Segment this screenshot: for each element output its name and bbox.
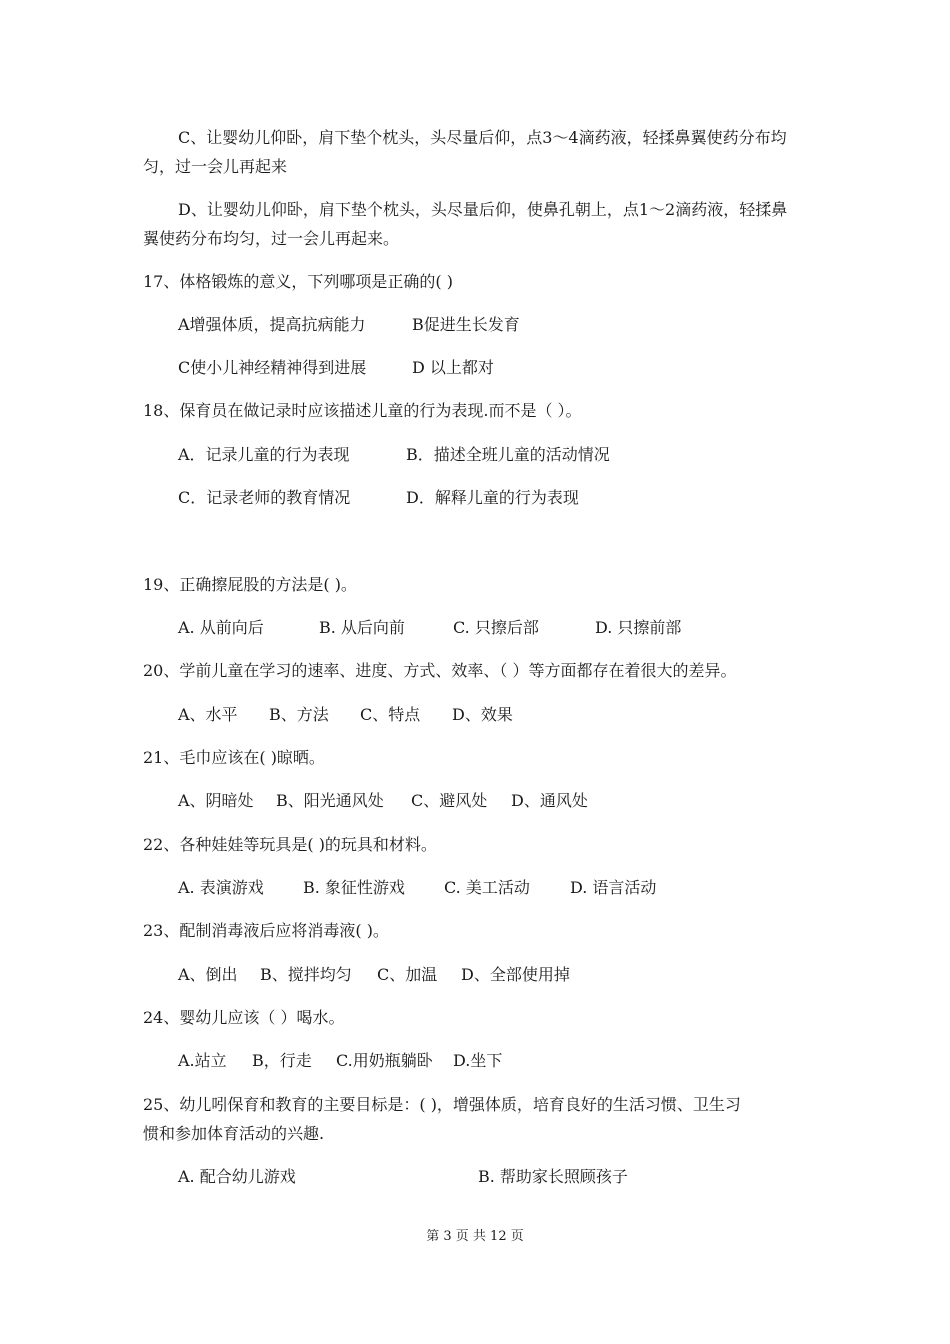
q21-options bbox=[178, 791, 818, 811]
q16-option-c-line1: C、让婴幼儿仰卧，肩下垫个枕头，头尽量后仰，点3～4滴药液，轻揉鼻翼使药分布均 bbox=[178, 128, 787, 147]
q19-option-d: D. 只擦前部 bbox=[595, 618, 682, 637]
q18-stem: 18、保育员在做记录时应该描述儿童的行为表现.而不是（ ）。 bbox=[143, 401, 582, 420]
q23-option-a: A、倒出 bbox=[178, 965, 238, 984]
q16-option-d-line1: D、让婴幼儿仰卧，肩下垫个枕头，头尽量后仰，使鼻孔朝上，点1～2滴药液，轻揉鼻 bbox=[178, 200, 788, 219]
q24-option-d: D.坐下 bbox=[453, 1051, 503, 1070]
q21-option-c: C、避风处 bbox=[411, 791, 488, 810]
q24-stem: 24、婴幼儿应该（ ）喝水。 bbox=[143, 1008, 345, 1027]
q25-stem-line1: 25、幼儿吲保育和教育的主要目标是：( )，增强体质，培育良好的生活习惯、卫生习 bbox=[143, 1095, 741, 1114]
q22-option-c: C. 美工活动 bbox=[444, 878, 530, 897]
q18-option-a: A．记录儿童的行为表现 bbox=[178, 445, 350, 464]
q17-options-row2 bbox=[178, 358, 818, 378]
q22-stem: 22、各种娃娃等玩具是( )的玩具和材料。 bbox=[143, 835, 437, 854]
q19-stem: 19、正确擦屁股的方法是( )。 bbox=[143, 575, 357, 594]
q16-option-d-line2: 翼使药分布均匀，过一会儿再起来。 bbox=[143, 229, 400, 248]
q19-option-b: B. 从后向前 bbox=[319, 618, 405, 637]
q21-option-a: A、阴暗处 bbox=[178, 791, 254, 810]
q17-option-a: A增强体质，提高抗病能力 bbox=[178, 315, 366, 334]
q24-option-b: B，行走 bbox=[252, 1051, 312, 1070]
q25-options bbox=[178, 1167, 818, 1187]
q24-option-a: A.站立 bbox=[178, 1051, 227, 1070]
q23-stem: 23、配制消毒液后应将消毒液( )。 bbox=[143, 921, 389, 940]
q17-option-c: C使小儿神经精神得到进展 bbox=[178, 358, 367, 377]
q24-option-c: C.用奶瓶躺卧 bbox=[336, 1051, 433, 1070]
q21-option-b: B、阳光通风处 bbox=[276, 791, 384, 810]
q18-option-c: C．记录老师的教育情况 bbox=[178, 488, 351, 507]
q18-options-row2 bbox=[178, 488, 818, 508]
q25-option-b: B. 帮助家长照顾孩子 bbox=[478, 1167, 628, 1186]
q19-options bbox=[178, 618, 818, 638]
q22-option-d: D. 语言活动 bbox=[570, 878, 657, 897]
q18-options-row1 bbox=[178, 445, 818, 465]
q24-options bbox=[178, 1051, 818, 1071]
q21-stem: 21、毛巾应该在( )晾晒。 bbox=[143, 748, 325, 767]
q17-option-b: B促进生长发育 bbox=[412, 315, 520, 334]
q18-option-d: D．解释儿童的行为表现 bbox=[406, 488, 579, 507]
page-footer: 第 3 页 共 12 页 bbox=[426, 1229, 524, 1244]
q17-stem: 17、体格锻炼的意义，下列哪项是正确的( ) bbox=[143, 272, 453, 291]
q20-option-c: C、特点 bbox=[360, 705, 421, 724]
q22-option-b: B. 象征性游戏 bbox=[303, 878, 405, 897]
q25-option-a: A. 配合幼儿游戏 bbox=[178, 1167, 296, 1186]
q23-option-c: C、加温 bbox=[377, 965, 438, 984]
q18-option-b: B．描述全班儿童的活动情况 bbox=[406, 445, 610, 464]
q23-option-d: D、全部使用掉 bbox=[461, 965, 570, 984]
q21-option-d: D、通风处 bbox=[511, 791, 588, 810]
q20-option-d: D、效果 bbox=[452, 705, 513, 724]
q16-option-c-line2: 匀，过一会儿再起来 bbox=[143, 157, 288, 176]
q20-options bbox=[178, 705, 818, 725]
q22-options bbox=[178, 878, 818, 898]
q20-stem: 20、学前儿童在学习的速率、进度、方式、效率、（ ）等方面都存在着很大的差异。 bbox=[143, 661, 737, 680]
q17-option-d: D 以上都对 bbox=[412, 358, 494, 377]
q19-option-c: C. 只擦后部 bbox=[453, 618, 539, 637]
q17-options-row1 bbox=[178, 315, 818, 335]
q25-stem-line2: 惯和参加体育活动的兴趣. bbox=[143, 1124, 325, 1143]
q20-option-b: B、方法 bbox=[269, 705, 329, 724]
q20-option-a: A、水平 bbox=[178, 705, 238, 724]
q19-option-a: A. 从前向后 bbox=[178, 618, 264, 637]
q22-option-a: A. 表演游戏 bbox=[178, 878, 264, 897]
q23-option-b: B、搅拌均匀 bbox=[260, 965, 352, 984]
q23-options bbox=[178, 965, 818, 985]
